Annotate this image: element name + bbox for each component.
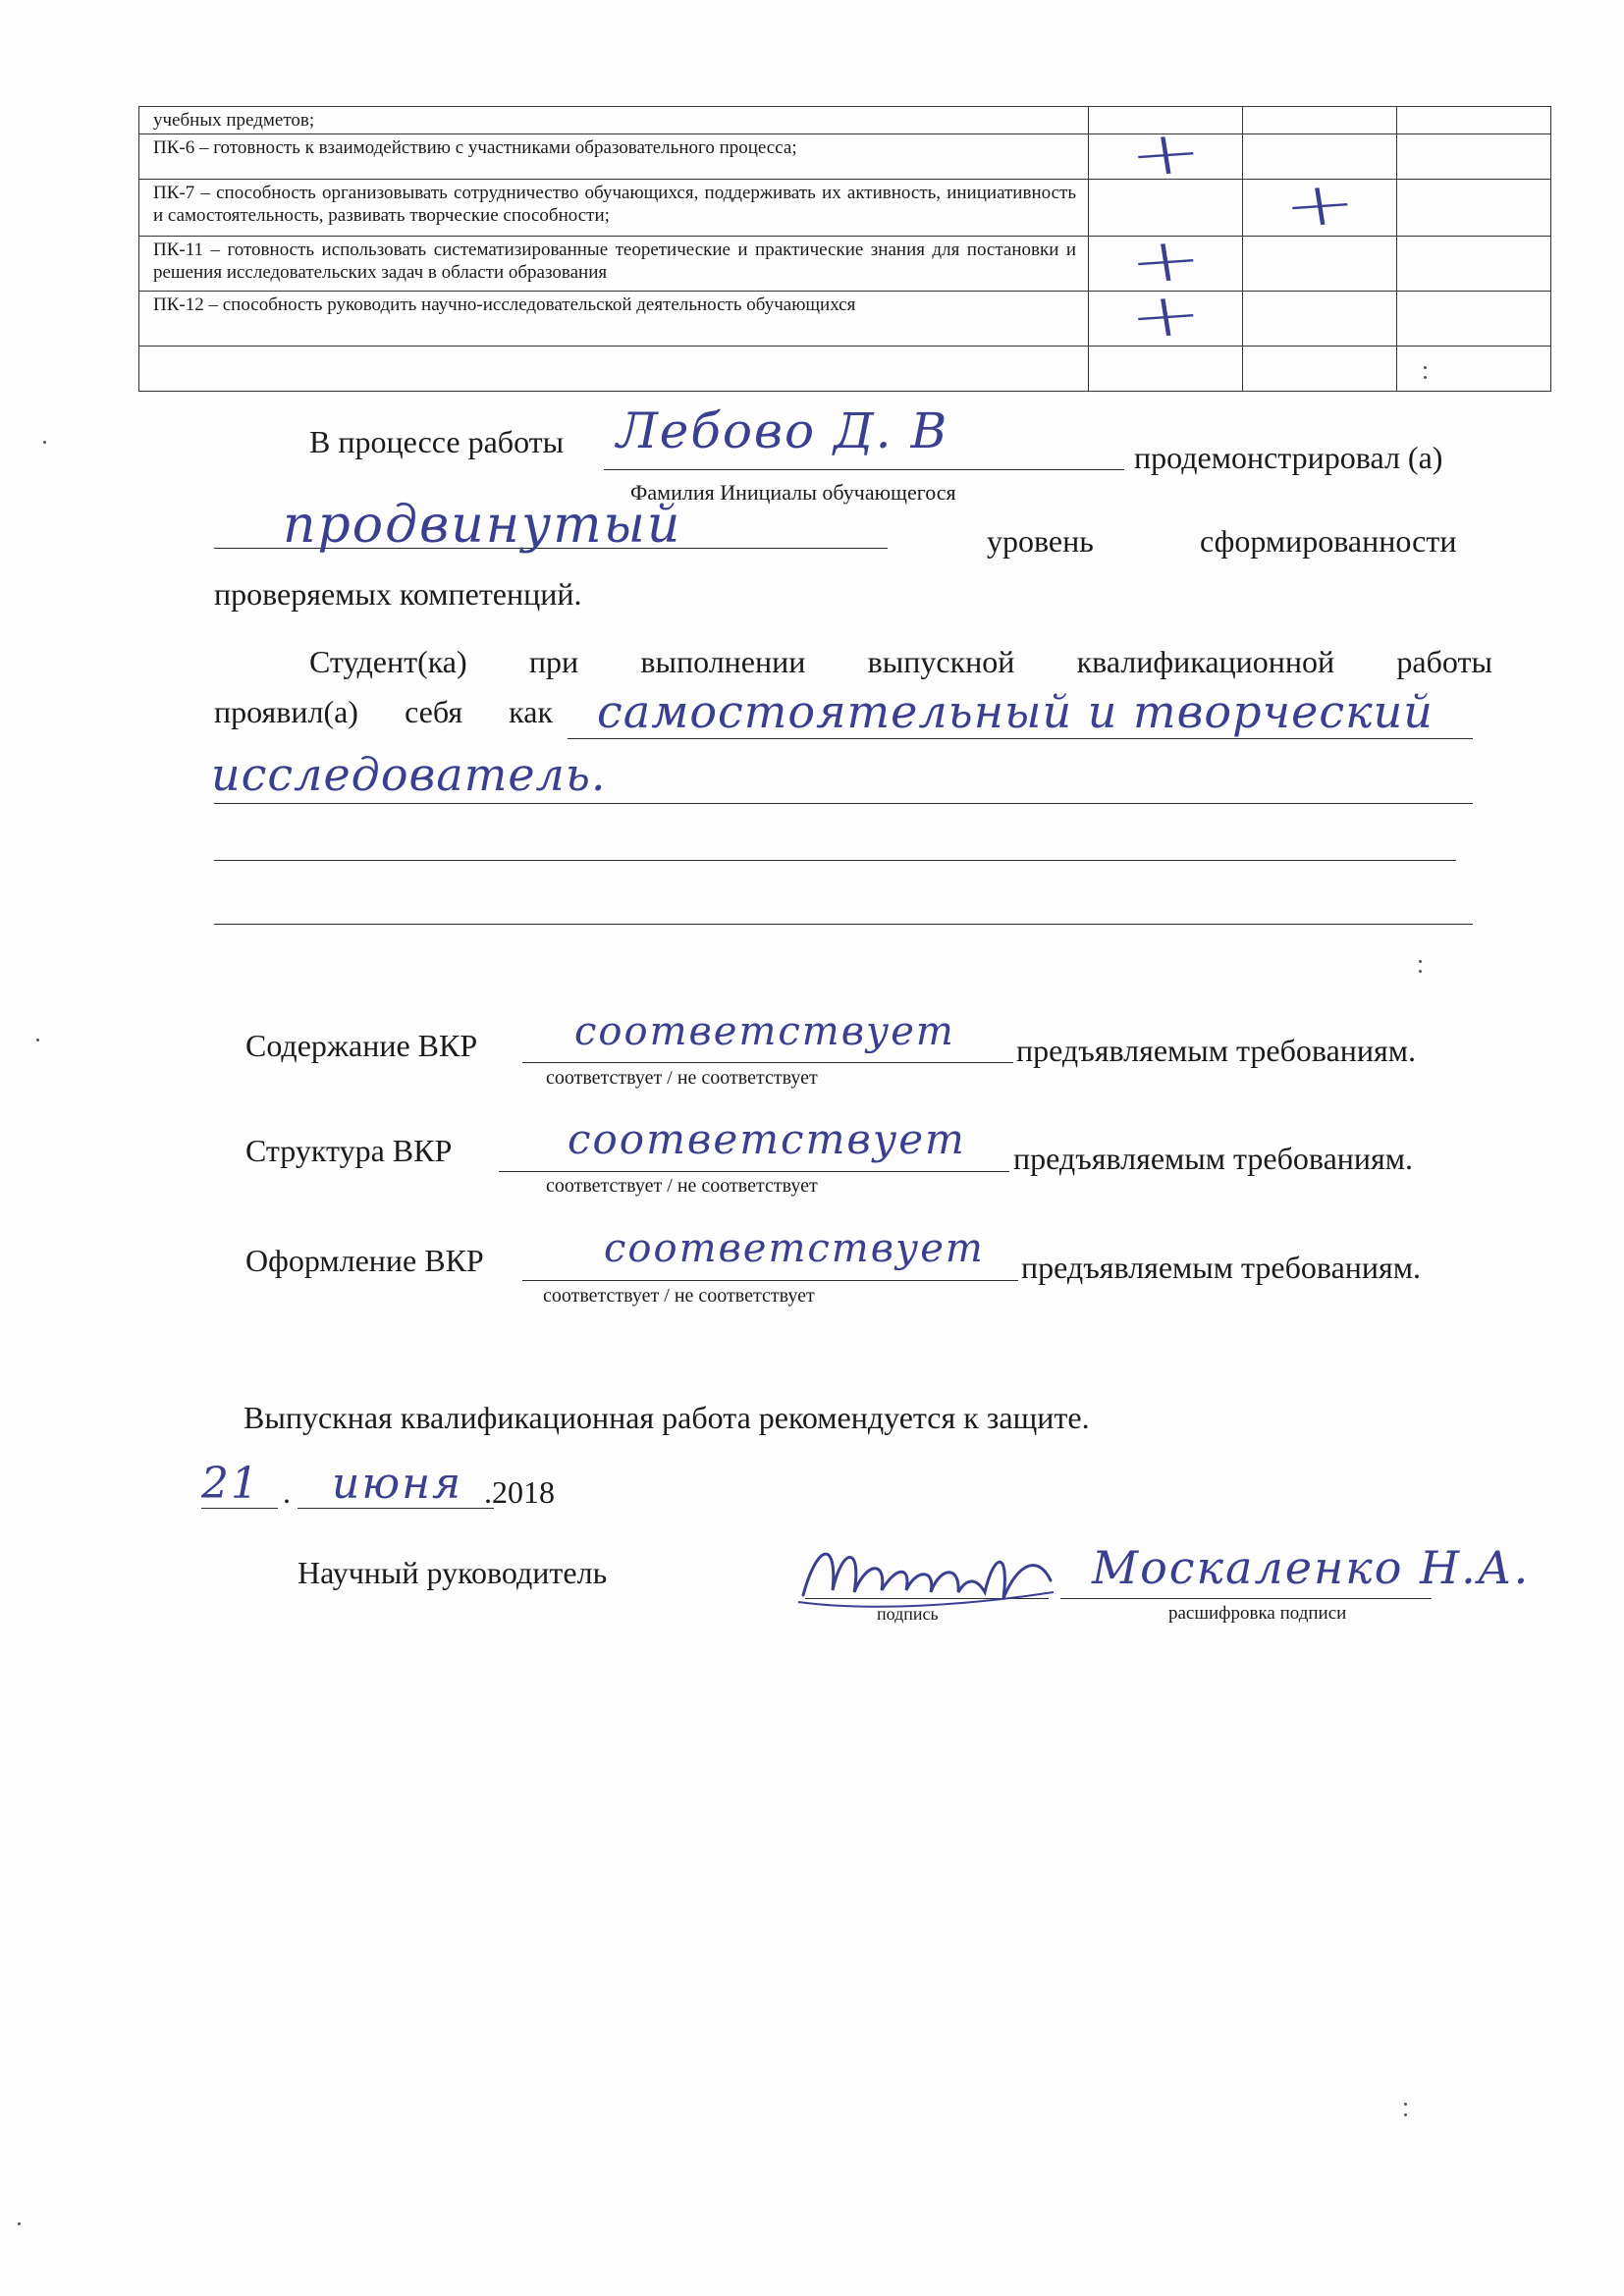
scan-speck bbox=[36, 1039, 39, 1041]
quality-underline-4 bbox=[214, 924, 1473, 925]
decoding-caption: расшифровка подписи bbox=[1168, 1603, 1347, 1624]
plus-mark: + bbox=[1123, 224, 1208, 298]
word: как bbox=[509, 694, 553, 729]
plus-mark: + bbox=[1277, 168, 1362, 242]
date-year: .2018 bbox=[484, 1474, 555, 1510]
mark-cell bbox=[1397, 237, 1551, 292]
word: при bbox=[528, 644, 579, 679]
assessment-caption: соответствует / не соответствует bbox=[543, 1285, 815, 1307]
assessment-label-structure: Структура ВКР bbox=[245, 1133, 453, 1168]
student-name-handwritten: Лебово Д. В bbox=[617, 402, 949, 459]
mark-cell bbox=[1089, 279, 1243, 353]
mark-cell bbox=[1243, 107, 1397, 134]
student-line2 bbox=[214, 692, 553, 731]
mark-cell bbox=[1243, 292, 1397, 347]
level-word: уровень bbox=[987, 523, 1094, 559]
table-row bbox=[139, 180, 1551, 237]
word: себя bbox=[405, 694, 463, 729]
mark-cell bbox=[1243, 347, 1397, 392]
word: проявил(а) bbox=[214, 694, 358, 729]
date-month-handwritten: июня bbox=[332, 1459, 463, 1509]
assessment-caption: соответствует / не соответствует bbox=[546, 1067, 818, 1089]
scan-speck bbox=[1424, 366, 1427, 369]
quality-underline-1 bbox=[568, 738, 1473, 739]
competency-text: ПК-11 – готовность использовать систематизированные теоретические и практические знания для постановки и решения исследовательских задач в области образования bbox=[139, 237, 1089, 292]
recommendation-text: Выпускная квалификационная работа рекомендуется к защите. bbox=[244, 1400, 1090, 1435]
process-suffix: продемонстрировал (а) bbox=[1134, 440, 1443, 475]
supervisor-label: Научный руководитель bbox=[298, 1555, 608, 1590]
mark-cell bbox=[1397, 180, 1551, 237]
mark-cell bbox=[1397, 134, 1551, 180]
scan-speck bbox=[1419, 960, 1422, 963]
level-word-2: сформированности bbox=[1200, 523, 1457, 559]
level-handwritten: продвинутый bbox=[283, 496, 682, 555]
date-separator: . bbox=[283, 1474, 291, 1510]
table-row bbox=[139, 237, 1551, 292]
mark-cell bbox=[1089, 347, 1243, 392]
table-row bbox=[139, 292, 1551, 347]
plus-mark: + bbox=[1123, 117, 1208, 191]
competency-text bbox=[139, 347, 1089, 392]
competency-text: ПК-12 – способность руководить научно-исследовательской деятельность обучающихся bbox=[139, 292, 1089, 347]
scan-speck bbox=[1404, 2103, 1407, 2106]
process-line3: проверяемых компетенций. bbox=[214, 576, 582, 612]
table-row bbox=[139, 107, 1551, 134]
word: выполнении bbox=[640, 644, 806, 679]
name-caption: Фамилия Инициалы обучающегося bbox=[630, 480, 956, 505]
assessment-value-content: соответствует bbox=[574, 1009, 955, 1054]
assessment-underline bbox=[522, 1280, 1018, 1281]
plus-mark: + bbox=[1123, 279, 1208, 353]
decoding-handwritten: Москаленко Н.А. bbox=[1092, 1541, 1531, 1594]
date-day-handwritten: 21 bbox=[201, 1459, 260, 1509]
scan-speck bbox=[1404, 2113, 1407, 2116]
quality-underline-2 bbox=[214, 803, 1473, 804]
mark-cell bbox=[1243, 237, 1397, 292]
competency-table bbox=[138, 106, 1551, 392]
name-underline bbox=[604, 469, 1124, 470]
assessment-caption: соответствует / не соответствует bbox=[546, 1175, 818, 1197]
quality-handwritten-1: самостоятельный и творческий bbox=[597, 685, 1434, 738]
assessment-label-formatting: Оформление ВКР bbox=[245, 1243, 484, 1278]
word: квалификационной bbox=[1076, 644, 1335, 679]
word: работы bbox=[1396, 644, 1492, 679]
mark-cell bbox=[1243, 168, 1397, 242]
assessment-suffix: предъявляемым требованиям. bbox=[1021, 1250, 1421, 1285]
competency-text: учебных предметов; bbox=[139, 107, 1089, 134]
assessment-label-content: Содержание ВКР bbox=[245, 1028, 478, 1063]
table-row bbox=[139, 347, 1551, 392]
assessment-suffix: предъявляемым требованиям. bbox=[1016, 1033, 1416, 1068]
scan-speck bbox=[18, 2222, 21, 2225]
mark-cell bbox=[1397, 292, 1551, 347]
assessment-underline bbox=[522, 1062, 1013, 1063]
decoding-underline bbox=[1060, 1598, 1432, 1599]
signature-caption: подпись bbox=[877, 1604, 939, 1624]
quality-handwritten-2: исследователь. bbox=[211, 748, 607, 801]
competency-text: ПК-6 – готовность к взаимодействию с участниками образовательного процесса; bbox=[139, 134, 1089, 180]
competency-text: ПК-7 – способность организовывать сотрудничество обучающихся, поддерживать их активность, инициативность и самостоятельность, развивать творческие способности; bbox=[139, 180, 1089, 237]
assessment-suffix: предъявляемым требованиям. bbox=[1013, 1141, 1413, 1176]
process-prefix: В процессе работы bbox=[309, 424, 565, 459]
mark-cell bbox=[1089, 117, 1243, 191]
scan-speck bbox=[1419, 970, 1422, 973]
mark-cell bbox=[1397, 347, 1551, 392]
mark-cell bbox=[1397, 107, 1551, 134]
assessment-value-formatting: соответствует bbox=[604, 1226, 985, 1271]
scan-speck bbox=[1424, 376, 1427, 379]
assessment-value-structure: соответствует bbox=[568, 1115, 966, 1163]
quality-underline-3 bbox=[214, 860, 1456, 861]
assessment-underline bbox=[499, 1171, 1009, 1172]
student-line1 bbox=[309, 642, 1492, 681]
scan-speck bbox=[43, 441, 46, 444]
word: выпускной bbox=[867, 644, 1015, 679]
word: Студент(ка) bbox=[309, 644, 467, 679]
